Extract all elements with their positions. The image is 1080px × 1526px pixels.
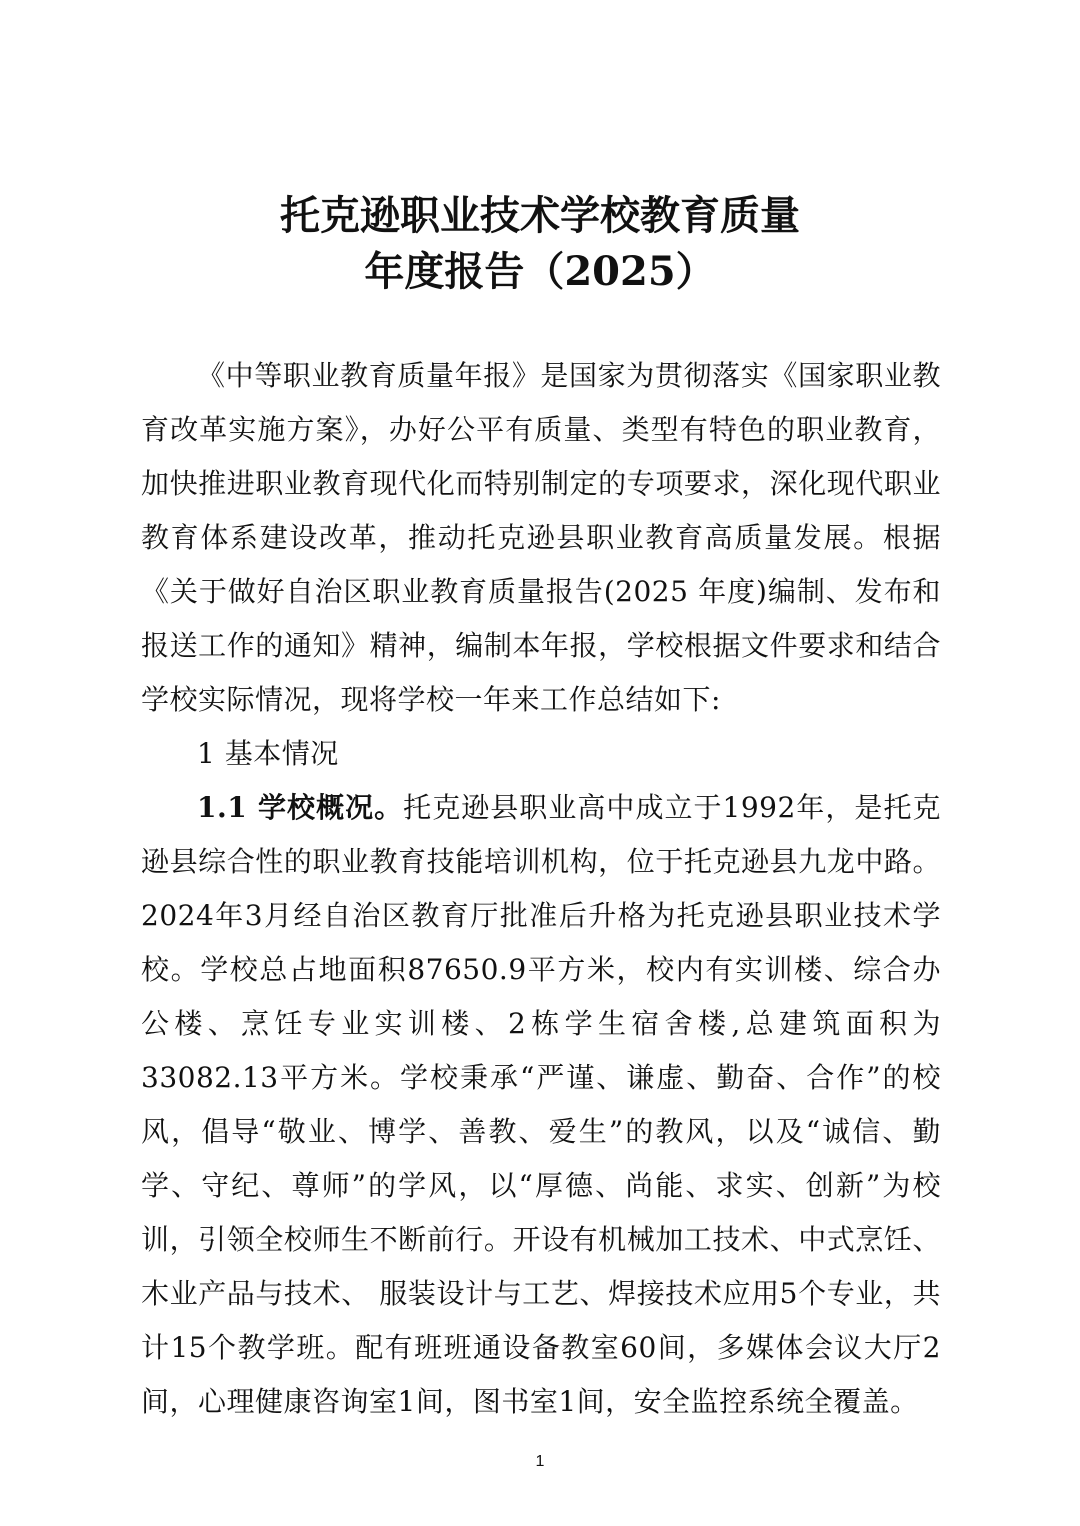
subsection-1-1-label: 1.1 学校概况。 — [197, 791, 404, 824]
document-title — [0, 188, 1080, 300]
title-line-2: 年度报告（2025） — [364, 248, 716, 295]
subsection-1-1-text: 托克逊县职业高中成立于1992年，是托克逊县综合性的职业教育技能培训机构，位于托克逊县九龙中路。2024年3月经自治区教育厅批准后升格为托克逊县职业技术学校。学校总占地面积87650.9平方米，校内有实训楼、综合办公楼、烹饪专业实训楼、2栋学生宿舍楼,总建筑面积为33082.13平方米。学校秉承“严谨、谦虚、勤奋、合作”的校风，倡导“敬业、博学、善教、爱生”的教风，以及“诚信、勤学、守纪、尊师”的学风，以“厚德、尚能、求实、创新”为校训，引领全校师生不断前行。开设有机械加工技术、中式烹饪、木业产品与技术、 服装设计与工艺、焊接技术应用5个专业，共计15个教学班。配有班班通设备教室60间，多媒体会议大厅2间，心理健康咨询室1间，图书室1间，安全监控系统全覆盖。 — [141, 791, 941, 1418]
subsection-1-1-paragraph — [141, 781, 941, 1429]
title-line-1: 托克逊职业技术学校教育质量 — [280, 192, 800, 239]
intro-paragraph: 《中等职业教育质量年报》是国家为贯彻落实《国家职业教育改革实施方案》，办好公平有质量、类型有特色的职业教育，加快推进职业教育现代化而特别制定的专项要求，深化现代职业教育体系建设改革，推动托克逊县职业教育高质量发展。根据《关于做好自治区职业教育质量报告(2025 年度)编制、发布和报送工作的通知》精神，编制本年报，学校根据文件要求和结合学校实际情况，现将学校一年来工作总结如下: — [141, 359, 941, 716]
section-1-heading: 1 基本情况 — [197, 737, 339, 770]
document-body — [141, 349, 941, 1429]
page-number: 1 — [535, 1453, 545, 1470]
